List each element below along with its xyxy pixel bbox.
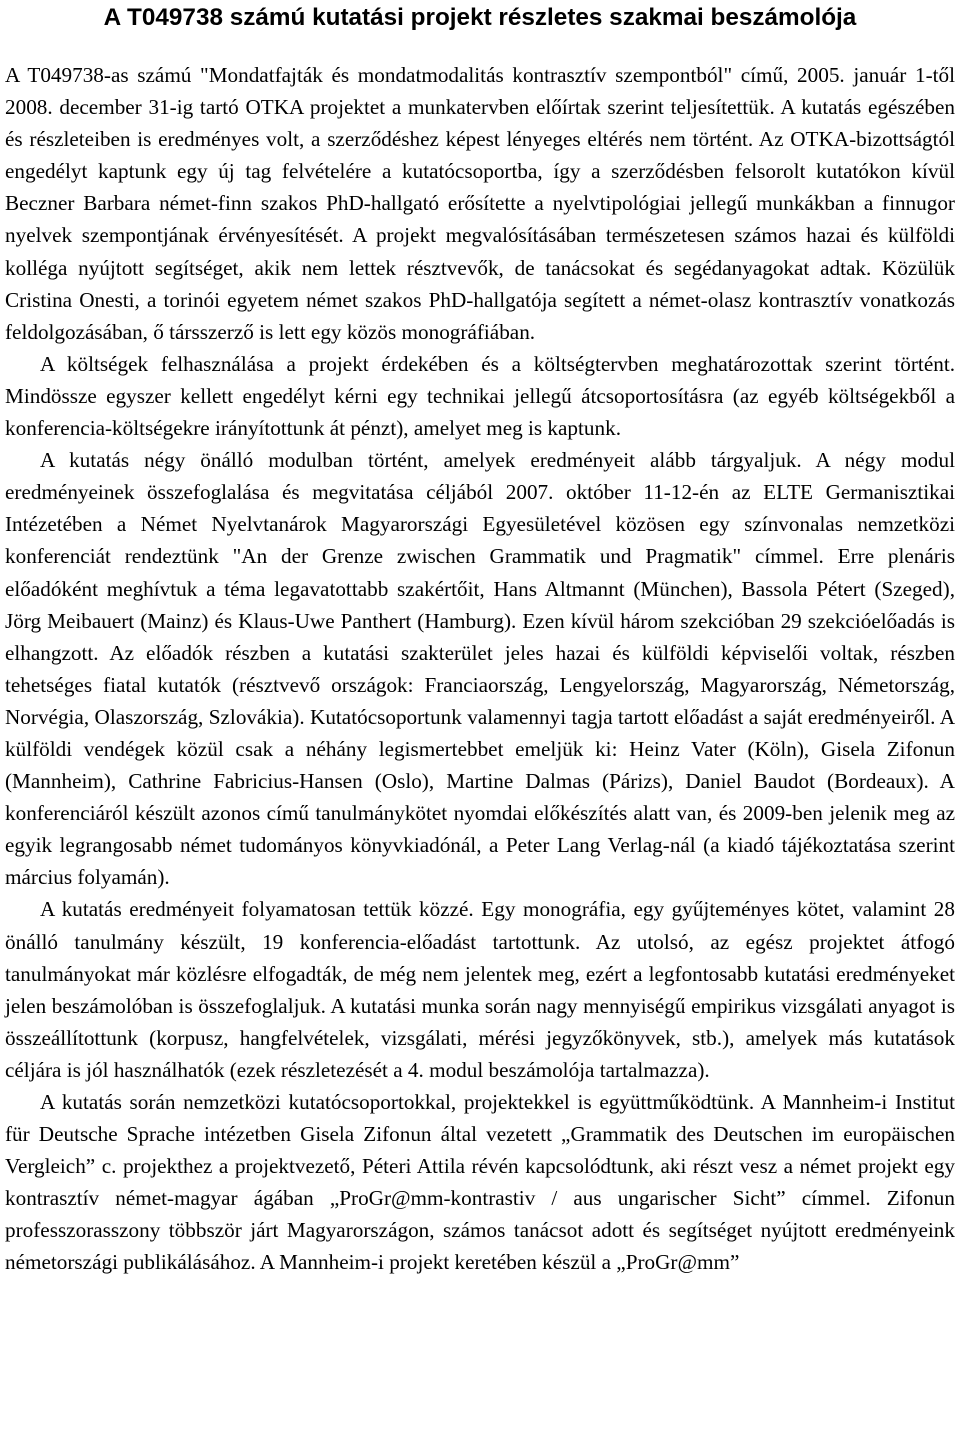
document-page xyxy=(5,0,955,1279)
paragraph-costs: A költségek felhasználása a projekt érdekében és a költségtervben meghatározottak szerint történt. Mindössze egyszer kellett engedélyt kérni egy technikai jellegű átcsoportosításra (az egyéb költségekből a konferencia-költségekre irányítottunk át pénzt), amelyet meg is kaptunk. xyxy=(5,351,955,441)
paragraph-modules-conference: A kutatás négy önálló modulban történt, amelyek eredményeit alább tárgyaljuk. A négy modul eredményeinek összefoglalása és megvitatása céljából 2007. október 11-12-én az ELTE Germanisztikai Intézetében a Német Nyelvtanárok Magyarországi Egyesületével közösen egy színvonalas nemzetközi konferenciát rendeztünk "An der Grenze zwischen Grammatik und Pragmatik" címmel. Erre plenáris előadóként meghívtuk a téma legavatottabb szakértőit, Hans Altmannt (München), Bassola Pétert (Szeged), Jörg Meibauert (Mainz) és Klaus-Uwe Panthert (Hamburg). Ezen kívül három szekcióban 29 szekcióelőadás is elhangzott. Az előadók részben a kutatási szakterület jeles hazai és külföldi képviselői voltak, részben tehetséges fiatal kutatók (résztvevő országok: Franciaország, Lengyelország, Magyarország, Németország, Norvégia, Olaszország, Szlovákia). Kutatócsoportunk valamennyi tagja tartott előadást a saját eredményeiről. A külföldi vendégek közül csak a néhány legismertebbet emeljük ki: Heinz Vater (Köln), Gisela Zifonun (Mannheim), Cathrine Fabricius-Hansen (Oslo), Martine Dalmas (Párizs), Daniel Baudot (Bordeaux). A konferenciáról készült azonos című tanulmánykötet nyomdai előkészítés alatt van, és 2009-ben jelenik meg az egyik legrangosabb német tudományos könyvkiadónál, a Peter Lang Verlag-nál (a kiadó tájékoztatása szerint március folyamán). xyxy=(5,448,955,890)
paragraph-project-summary: A T049738-as számú "Mondatfajták és mondatmodalitás kontrasztív szempontból" című, 2005. január 1-től 2008. december 31-ig tartó OTKA projektet a munkatervben előírtak szerint teljesítettük. A kutatás egészében és részleteiben is eredményes volt, a szerződéshez képest lényeges eltérés nem történt. Az OTKA-bizottságtól engedélyt kaptunk egy új tag felvételére a kutatócsoportba, így a szerződésben felsorolt kutatókon kívül Beczner Barbara német-finn szakos PhD-hallgató erősítette a nyelvtipológiai jellegű munkákban a finnugor nyelvek szempontjának érvényesítését. A projekt megvalósításában természetesen számos hazai és külföldi kolléga nyújtott segítséget, akik nem lettek résztvevők, de tanácsokat és segédanyagokat adtak. Közülük Cristina Onesti, a torinói egyetem német szakos PhD-hallgatója segített a német-olasz kontrasztív vonatkozás feldolgozásában, ő társszerző is lett egy közös monográfiában. xyxy=(5,63,955,344)
document-title: A T049738 számú kutatási projekt részletes szakmai beszámolója xyxy=(103,4,857,31)
paragraph-international-cooperation: A kutatás során nemzetközi kutatócsoportokkal, projektekkel is együttműködtünk. A Mannheim-i Institut für Deutsche Sprache intézetben Gisela Zifonun által vezetett „Grammatik des Deutschen im europäischen Vergleich” c. projekthez a projektvezető, Péteri Attila révén kapcsolódtunk, aki részt vesz a német projekt egy kontrasztív német-magyar ágában „ProGr@mm-kontrastiv / aus ungarischer Sicht” címmel. Zifonun professzorasszony többször járt Magyarországon, számos tanácsot adott és segítséget nyújtott eredményeink németországi publikálásához. A Mannheim-i projekt keretében készül a „ProGr@mm” xyxy=(5,1090,955,1275)
paragraph-publications: A kutatás eredményeit folyamatosan tettük közzé. Egy monográfia, egy gyűjteményes kötet, valamint 28 önálló tanulmány készült, 19 konferencia-előadást tartottunk. Az utolsó, az egész projektet átfogó tanulmányokat már közlésre elfogadták, de még nem jelentek meg, ezért a legfontosabb kutatási eredményeket jelen beszámolóban is összefoglaljuk. A kutatási munka során nagy mennyiségű empirikus vizsgálati anyagot is összeállítottunk (korpusz, hangfelvételek, vizsgálati, mérési jegyzőkönyvek, stb.), amelyek más kutatások céljára is jól használhatók (ezek részletezését a 4. modul beszámolója tartalmazza). xyxy=(5,897,955,1082)
document-body xyxy=(5,59,955,1279)
